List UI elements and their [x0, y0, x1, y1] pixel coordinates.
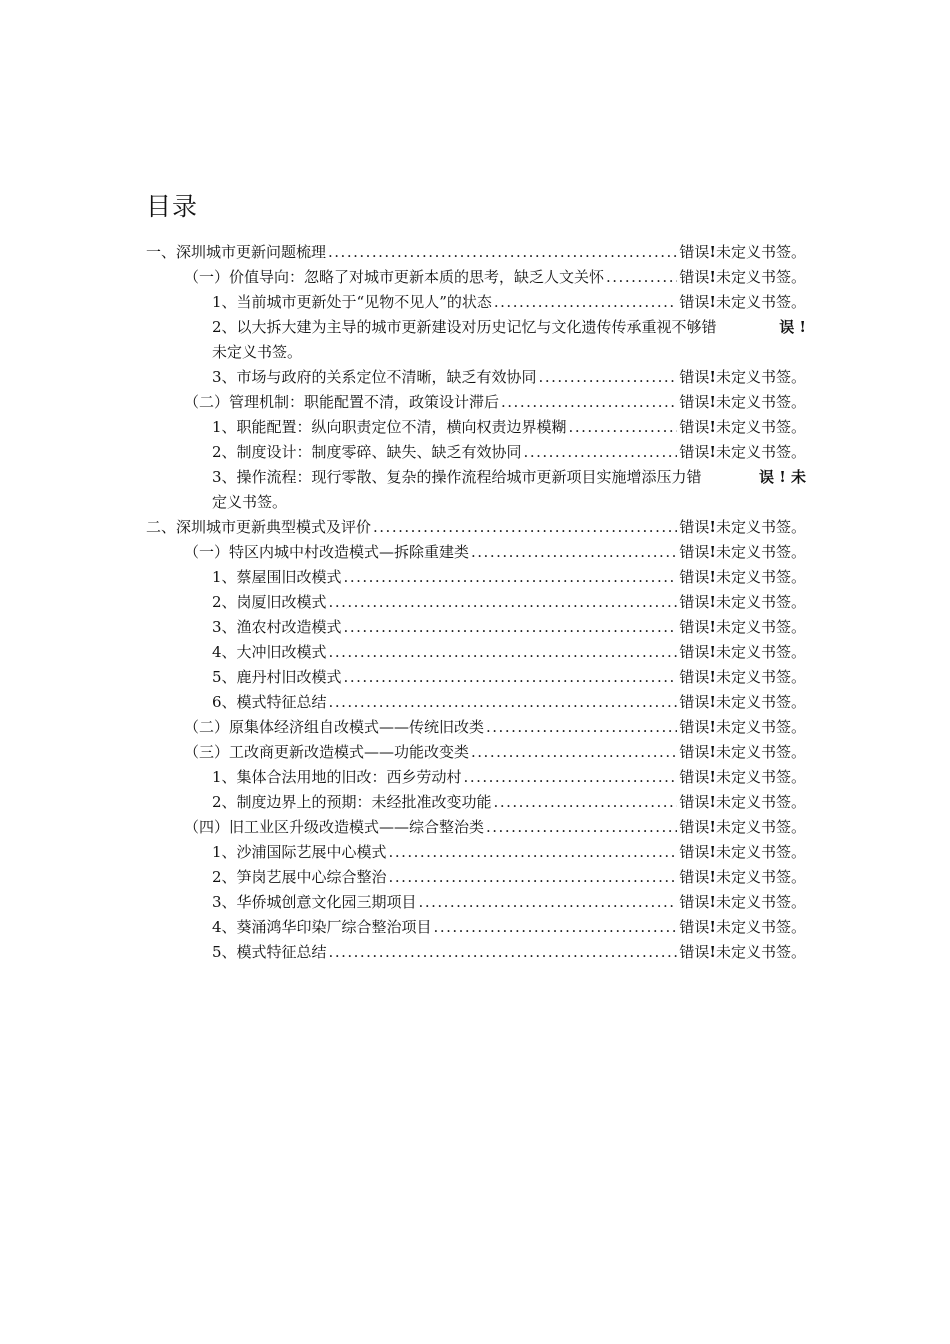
toc-entry-8[interactable]: [146, 440, 806, 465]
page-ref-exclamation: !: [709, 818, 716, 836]
page-ref-message: 未定义书签。: [715, 768, 806, 786]
page-ref-exclamation: !: [709, 718, 716, 736]
page-ref-message: 未定义书签。: [715, 793, 806, 811]
page-ref-exclamation: !: [709, 418, 716, 436]
toc-entry-text: 6、模式特征总结: [212, 693, 327, 711]
page-ref-exclamation: !: [709, 393, 716, 411]
dot-leader: [464, 765, 678, 790]
page-ref-message: 未定义书签。: [715, 568, 806, 586]
toc-entry-14[interactable]: [146, 615, 806, 640]
page-ref-exclamation: !: [709, 643, 716, 661]
toc-entry-text: （一）特区内城中村改造模式—拆除重建类: [184, 543, 470, 561]
dot-leader: [471, 740, 677, 765]
toc-entry-text: 3、华侨城创意文化园三期项目: [212, 893, 417, 911]
toc-entry-page-ref: [679, 840, 806, 865]
toc-entry-text: 5、模式特征总结: [212, 943, 327, 961]
page-ref-error: 错误: [679, 843, 710, 861]
toc-entry-10[interactable]: [146, 515, 806, 540]
page-ref-exclamation: !: [709, 918, 716, 936]
toc-entry-page-ref: [679, 290, 806, 315]
page-ref-message: 未定义书签。: [715, 718, 806, 736]
toc-entry-text: 1、沙浦国际艺展中心模式: [212, 843, 387, 861]
page-ref-message: 未定义书签。: [715, 518, 806, 536]
toc-entry-11[interactable]: [146, 540, 806, 565]
page-ref-error: 错误: [679, 568, 710, 586]
toc-entry-continuation: 定义书签。: [212, 493, 288, 511]
toc-entry-3[interactable]: [146, 290, 806, 315]
toc-entry-text: 2、制度设计：制度零碎、缺失、缺乏有效协同: [212, 443, 522, 461]
toc-entry-text: 2、以大拆大建为主导的城市更新建设对历史记忆与文化遗传传承重视不够错: [212, 318, 717, 336]
page-ref-message: 未定义书签。: [715, 918, 806, 936]
page-ref-message: 未定义书签。: [715, 393, 806, 411]
page-ref-error: 错误: [679, 618, 710, 636]
page-ref-exclamation: !: [709, 868, 716, 886]
dot-leader: [486, 715, 677, 740]
toc-entry-7[interactable]: [146, 415, 806, 440]
page-ref-error: 错误: [679, 793, 710, 811]
dot-leader: [524, 440, 678, 465]
page-ref-exclamation: !: [709, 943, 716, 961]
page-ref-message: 未定义书签。: [715, 893, 806, 911]
page-ref-error: 错误: [679, 693, 710, 711]
page-ref-error: 错误: [679, 593, 710, 611]
toc-entry-page-ref: [679, 590, 806, 615]
toc-entry-text: 1、职能配置：纵向职责定位不清，横向权责边界模糊: [212, 418, 567, 436]
page-ref-message: 未定义书签。: [715, 643, 806, 661]
page-ref-message: 未定义书签。: [715, 943, 806, 961]
toc-entry-20[interactable]: [146, 765, 806, 790]
dot-leader: [569, 415, 678, 440]
page-ref-message: 未定义书签。: [715, 868, 806, 886]
dot-leader: [419, 890, 678, 915]
toc-entry-page-ref: [679, 890, 806, 915]
dot-leader: [344, 565, 678, 590]
toc-entry-text: 1、当前城市更新处于“见物不见人”的状态: [212, 293, 492, 311]
dot-leader: [329, 640, 678, 665]
toc-entry-page-ref: [679, 640, 806, 665]
toc-entry-page-ref: [679, 615, 806, 640]
page-ref-message: 未定义书签。: [715, 843, 806, 861]
toc-entry-page-ref: [679, 665, 806, 690]
page-ref-error: 错误: [679, 943, 710, 961]
toc-entry-page-ref: [679, 540, 806, 565]
toc-entry-text: 3、市场与政府的关系定位不清晰，缺乏有效协同: [212, 368, 537, 386]
dot-leader: [329, 940, 678, 965]
page-ref-exclamation: !: [709, 693, 716, 711]
toc-entry-page-ref: [679, 415, 806, 440]
toc-entry-22[interactable]: [146, 815, 806, 840]
page-ref-exclamation: !: [709, 368, 716, 386]
toc-entry-5[interactable]: [146, 365, 806, 390]
toc-entry-18[interactable]: [146, 715, 806, 740]
page-ref-error: 错误: [679, 418, 710, 436]
toc-entry-15[interactable]: [146, 640, 806, 665]
toc-entry-page-ref: [679, 240, 806, 265]
dot-leader: [494, 790, 678, 815]
toc-entry-16[interactable]: [146, 665, 806, 690]
page-ref-error: 错误: [679, 918, 710, 936]
dot-leader: [471, 540, 677, 565]
page-ref-exclamation: !: [709, 243, 716, 261]
toc-entry-text: 2、岗厦旧改模式: [212, 593, 327, 611]
page-ref-message: 未定义书签。: [715, 293, 806, 311]
dot-leader: [329, 690, 678, 715]
dot-leader: [434, 915, 678, 940]
toc-entry-24[interactable]: [146, 865, 806, 890]
toc-entry-text: （一）价值导向：忽略了对城市更新本质的思考，缺乏人文关怀: [184, 268, 605, 286]
toc-entry-text: （四）旧工业区升级改造模式——综合整治类: [184, 818, 485, 836]
toc-entry-page-ref: [679, 790, 806, 815]
dot-leader: [494, 290, 677, 315]
page-ref-message: 未定义书签。: [715, 368, 806, 386]
toc-entry-text: 一、深圳城市更新问题梳理: [146, 243, 327, 261]
toc-entry-text: 2、制度边界上的预期：未经批准改变功能: [212, 793, 492, 811]
page-ref-error: 错误: [679, 368, 710, 386]
toc-entry-13[interactable]: [146, 590, 806, 615]
page-ref-message: 未定义书签。: [715, 693, 806, 711]
dot-leader: [606, 265, 677, 290]
toc-entry-12[interactable]: [146, 565, 806, 590]
dot-leader: [539, 365, 678, 390]
toc-entry-page-ref: [679, 740, 806, 765]
toc-entry-page-ref: [679, 690, 806, 715]
page-ref-exclamation: !: [709, 593, 716, 611]
toc-entry-text: 二、深圳城市更新典型模式及评价: [146, 518, 372, 536]
toc-entry-page-ref: [679, 865, 806, 890]
toc-entry-text: 4、葵涌鸿华印染厂综合整治项目: [212, 918, 432, 936]
page-ref-message: 未定义书签。: [715, 593, 806, 611]
toc-entry-page-ref: [679, 915, 806, 940]
page-ref-exclamation: !: [709, 443, 716, 461]
dot-leader: [344, 665, 678, 690]
page-ref-message: 未定义书签。: [715, 418, 806, 436]
page-ref-exclamation: !: [709, 268, 716, 286]
toc-entry-23[interactable]: [146, 840, 806, 865]
dot-leader: [328, 240, 677, 265]
page-ref-message: 未定义书签。: [715, 443, 806, 461]
page-ref-exclamation: !: [709, 293, 716, 311]
toc-entry-19[interactable]: [146, 740, 806, 765]
dot-leader: [389, 840, 678, 865]
toc-entry-text: （二）管理机制：职能配置不清，政策设计滞后: [184, 393, 500, 411]
page-ref-exclamation: !: [709, 893, 716, 911]
toc-entry-21[interactable]: [146, 790, 806, 815]
page-ref-message: 未定义书签。: [715, 818, 806, 836]
toc-entry-page-ref: [679, 365, 806, 390]
dot-leader: [486, 815, 677, 840]
toc-entry-text: （二）原集体经济组自改模式——传统旧改类: [184, 718, 485, 736]
page-ref-error: 错误: [679, 643, 710, 661]
page-ref-error: 错误: [679, 668, 710, 686]
page-ref-exclamation: !: [709, 618, 716, 636]
toc-entry-page-ref: [679, 565, 806, 590]
page-ref-error: 错误: [679, 543, 710, 561]
page-ref-exclamation: !: [709, 793, 716, 811]
page-ref-exclamation: !: [709, 668, 716, 686]
toc-entry-text: 1、集体合法用地的旧改：西乡劳动村: [212, 768, 462, 786]
toc-entry-page-ref: [679, 940, 806, 965]
toc-entry-26[interactable]: [146, 915, 806, 940]
dot-leader: [329, 590, 678, 615]
toc-entry-text: 1、蔡屋围旧改模式: [212, 568, 342, 586]
page-ref-exclamation: !: [709, 743, 716, 761]
toc-entry-continuation: 未定义书签。: [212, 343, 303, 361]
page-ref-exclamation: !: [709, 543, 716, 561]
toc-entry-text: 5、鹿丹村旧改模式: [212, 668, 342, 686]
page-ref-error: 错误: [679, 818, 710, 836]
toc-entry-page-ref: [679, 715, 806, 740]
dot-leader: [501, 390, 677, 415]
toc-entry-page-ref: 误 ! 未: [758, 468, 806, 486]
page-ref-message: 未定义书签。: [715, 743, 806, 761]
page-ref-error: 错误: [679, 518, 710, 536]
toc-entry-6[interactable]: [146, 390, 806, 415]
page-ref-error: 错误: [679, 443, 710, 461]
page-ref-error: 错误: [679, 868, 710, 886]
page-ref-error: 错误: [679, 243, 710, 261]
toc-entry-page-ref: [679, 765, 806, 790]
table-of-contents: [146, 240, 806, 965]
page-ref-exclamation: !: [709, 568, 716, 586]
toc-entry-text: 3、渔农村改造模式: [212, 618, 342, 636]
toc-entry-27[interactable]: [146, 940, 806, 965]
toc-entry-page-ref: [679, 440, 806, 465]
toc-entry-25[interactable]: [146, 890, 806, 915]
page-ref-error: 错误: [679, 293, 710, 311]
page-ref-exclamation: !: [709, 843, 716, 861]
dot-leader: [344, 615, 678, 640]
page-ref-error: 错误: [679, 743, 710, 761]
toc-entry-page-ref: 误 !: [779, 318, 806, 336]
toc-entry-page-ref: [679, 815, 806, 840]
page-ref-error: 错误: [679, 393, 710, 411]
toc-entry-4[interactable]: [146, 315, 806, 365]
toc-entry-page-ref: [679, 265, 806, 290]
toc-entry-1[interactable]: [146, 240, 806, 265]
page-ref-message: 未定义书签。: [715, 668, 806, 686]
toc-entry-page-ref: [679, 515, 806, 540]
toc-entry-page-ref: [679, 390, 806, 415]
page-ref-exclamation: !: [709, 518, 716, 536]
page-ref-error: 错误: [679, 268, 710, 286]
toc-entry-9[interactable]: [146, 465, 806, 515]
page-ref-error: 错误: [679, 768, 710, 786]
page-ref-message: 未定义书签。: [715, 543, 806, 561]
dot-leader: [389, 865, 678, 890]
page-ref-error: 错误: [679, 893, 710, 911]
toc-entry-text: 4、大冲旧改模式: [212, 643, 327, 661]
dot-leader: [373, 515, 677, 540]
page-ref-error: 错误: [679, 718, 710, 736]
toc-title: 目录: [146, 192, 199, 221]
toc-entry-text: 2、笋岗艺展中心综合整治: [212, 868, 387, 886]
toc-entry-text: 3、操作流程：现行零散、复杂的操作流程给城市更新项目实施增添压力错: [212, 468, 702, 486]
toc-entry-text: （三）工改商更新改造模式——功能改变类: [184, 743, 470, 761]
toc-entry-2[interactable]: [146, 265, 806, 290]
page-ref-message: 未定义书签。: [715, 618, 806, 636]
toc-entry-17[interactable]: [146, 690, 806, 715]
page-ref-message: 未定义书签。: [715, 243, 806, 261]
page-ref-message: 未定义书签。: [715, 268, 806, 286]
page-ref-exclamation: !: [709, 768, 716, 786]
